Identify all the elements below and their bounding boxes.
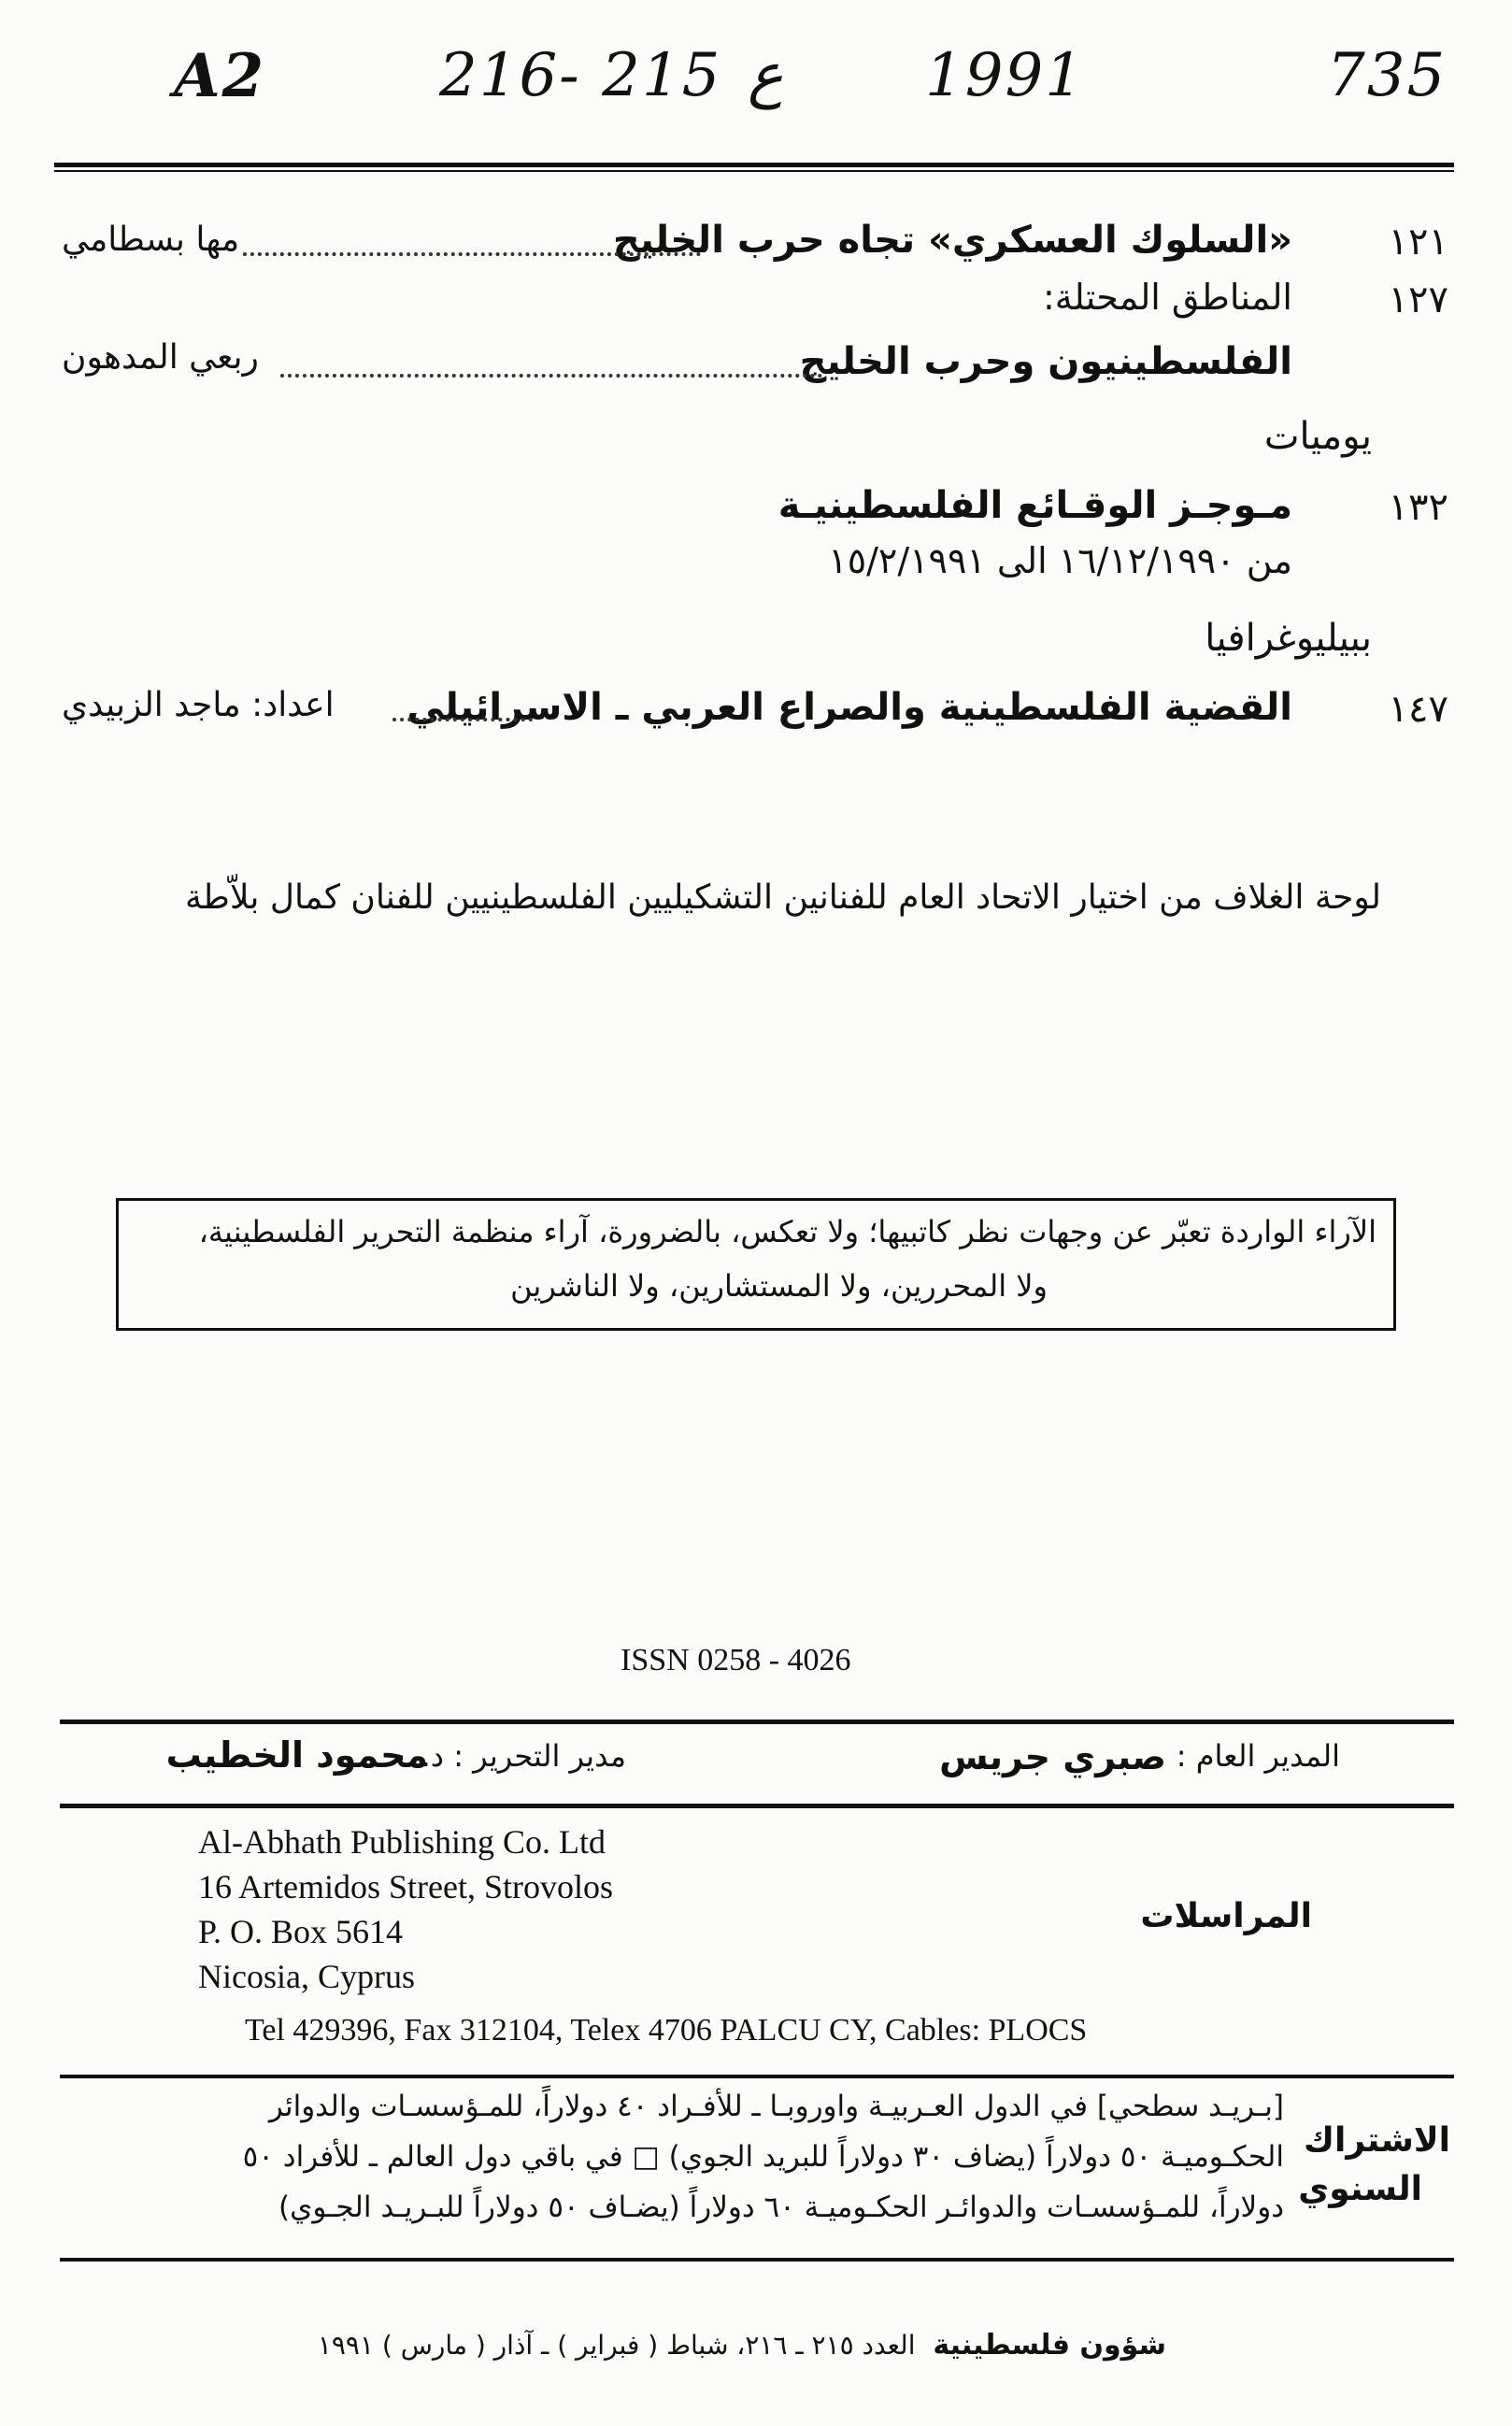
subscription-line-1: [بـريـد سطحي] في الدول العـربيـة واوروبـا ـ للأفـراد ٤٠ دولاراً، للمـؤسسـات والدوائر — [268, 2090, 1284, 2123]
toc-subtitle-3: من ١٦/١٢/١٩٩٠ الى ١٥/٢/١٩٩١ — [828, 540, 1292, 581]
subscription-label-2: السنوي — [1298, 2170, 1422, 2208]
top-rule-thin — [54, 170, 1454, 172]
corr-line-1: Al-Abhath Publishing Co. Ltd — [198, 1823, 606, 1861]
toc-page-121: ١٢١ — [1388, 221, 1448, 264]
sub-rule-top — [60, 2075, 1454, 2078]
toc-page-127: ١٢٧ — [1388, 278, 1448, 321]
staff-rule-bottom — [60, 1804, 1454, 1808]
section-diaries: يوميات — [1263, 415, 1372, 458]
section-bibliography: ببيليوغرافيا — [1205, 617, 1372, 660]
disclaimer-line-2: ولا المحررين، ولا المستشارين، ولا الناشرين — [510, 1268, 1048, 1304]
contact-line: Tel 429396, Fax 312104, Telex 4706 PALCU CY, Cables: PLOCS — [245, 2013, 1088, 2048]
disclaimer-line-1: الآراء الواردة تعبّر عن وجهات نظر كاتبيها؛ ولا تعكس، بالضرورة، آراء منظمة التحرير الفلسطينية، — [198, 1214, 1376, 1249]
footer-issue: العدد ٢١٥ ـ ٢١٦، شباط ( فبراير ) ـ آذار ( مارس ) ١٩٩١ — [317, 2330, 916, 2361]
top-rule — [54, 163, 1454, 167]
toc-author-1: مها بسطامي — [62, 221, 240, 259]
toc-title-1: «السلوك العسكري» تجاه حرب الخليج — [612, 219, 1292, 262]
toc-section-occupied: المناطق المحتلة: — [1042, 277, 1292, 318]
footer-line — [318, 2329, 1166, 2362]
cover-note: لوحة الغلاف من اختيار الاتحاد العام للفنانين التشكيليين الفلسطينيين للفنان كمال بلاّطة — [184, 878, 1381, 917]
toc-author-4: اعداد: ماجد الزبيدي — [62, 686, 335, 724]
editor-name: محمود الخطيب — [165, 1734, 428, 1776]
subscription-label-1: الاشتراك — [1304, 2121, 1450, 2160]
corr-line-3: P. O. Box 5614 — [198, 1913, 404, 1950]
page-ref-handwritten: 735 — [1327, 41, 1448, 110]
toc-leader-1 — [243, 252, 701, 256]
toc-title-3: مـوجـز الوقـائع الفلسطينيـة — [777, 484, 1292, 527]
subscription-line-3: دولاراً، للمـؤسسـات والدوائـر الحكـوميـة ٦٠ دولاراً (يضـاف ٥٠ دولاراً للبـريـد الجـوي) — [278, 2191, 1284, 2224]
correspondence-label: المراسلات — [1140, 1897, 1312, 1935]
year-handwritten: 1991 — [925, 41, 1085, 110]
handwritten-letter: ع — [748, 41, 784, 110]
gm-label: المدير العام : — [1176, 1738, 1340, 1774]
footer-journal: شؤون فلسطينية — [933, 2329, 1166, 2362]
corr-line-2: 16 Artemidos Street, Strovolos — [198, 1868, 613, 1905]
disclaimer-box — [116, 1198, 1396, 1331]
corr-line-4: Nicosia, Cyprus — [198, 1958, 415, 1995]
toc-author-2: ربعي المدهون — [62, 338, 259, 377]
editor-label: مدير التحرير : د. — [421, 1738, 626, 1774]
staff-rule-top — [60, 1720, 1454, 1724]
subscription-line-2: الحكـوميـة ٥٠ دولاراً (يضاف ٣٠ دولاراً للبريد الجوي) □ في باقي دول العالم ـ للأفراد ٥٠ — [242, 2140, 1284, 2174]
issn: ISSN 0258 - 4026 — [620, 1643, 851, 1677]
gm-name: صبري جريس — [939, 1736, 1166, 1777]
toc-page-132: ١٣٢ — [1388, 486, 1448, 529]
sub-rule-bottom — [60, 2258, 1454, 2262]
toc-leader-4 — [392, 718, 533, 721]
toc-page-147: ١٤٧ — [1388, 688, 1448, 731]
toc-title-2: الفلسطينيون وحرب الخليج — [799, 340, 1292, 383]
toc-leader-2 — [280, 374, 822, 378]
toc-title-4: القضية الفلسطينية والصراع العربي ـ الاسرائيلي — [407, 686, 1292, 729]
issue-range-handwritten: 216- 215 — [439, 41, 722, 110]
archive-code: A2 — [174, 41, 266, 111]
